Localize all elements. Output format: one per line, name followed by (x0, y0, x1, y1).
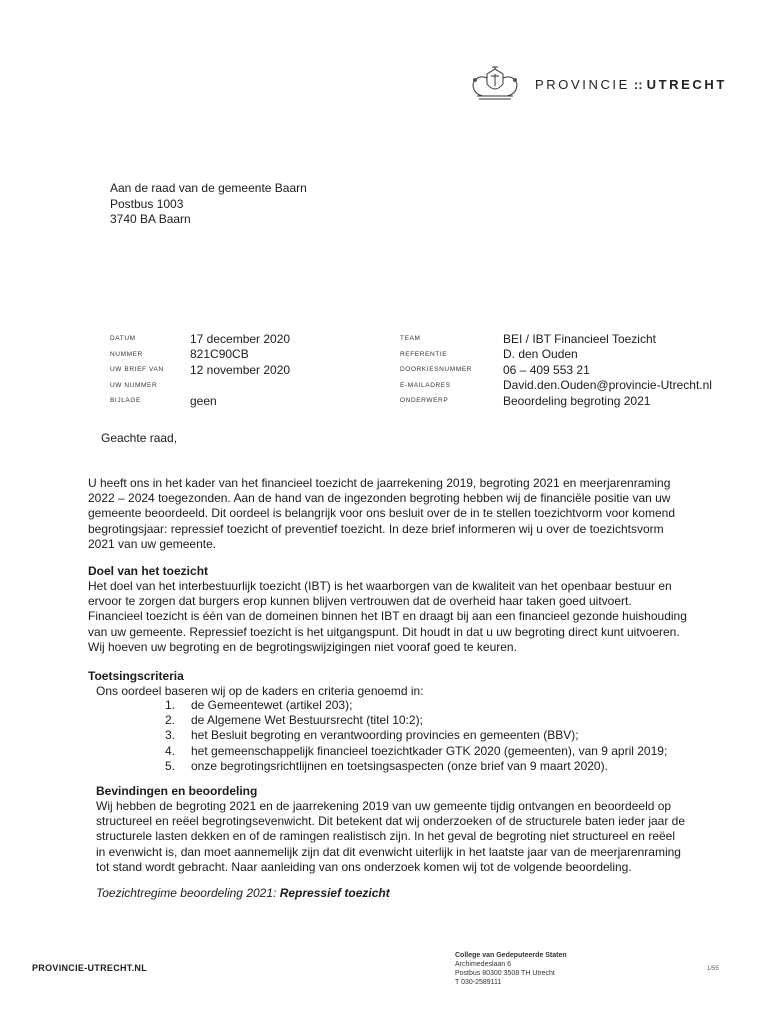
supervision-regime (96, 886, 390, 901)
list-item: 4. het gemeenschappelijk financieel toezichtkader GTK 2020 (gemeenten), van 9 april 2019; (165, 743, 668, 758)
section-paragraph-purpose: Het doel van het interbestuurlijk toezicht (IBT) is het waarborgen van de kwaliteit van het openbaar bestuur en ervoor te zorgen dat burgers erop kunnen blijven vertrouwen dat de overheid haar taken goed uitvoert. Financieel toezicht is één van de domeinen binnen het IBT en draagt bij aan een financieel gezonde huishouding van uw gemeente. Repressief toezicht is het uitgangspunt. Dit houdt in dat u uw begroting direct kunt uitvoeren. Wij hoeven uw begroting en de begrotingswijzigingen niet vooraf goed te keuren. (88, 579, 687, 654)
salutation: Geachte raad, (101, 431, 178, 445)
meta-label: NUMMER (110, 350, 143, 358)
meta-value: 06 – 409 553 21 (503, 362, 590, 377)
footer-address-line: Postbus 80300 3508 TH Utrecht (455, 970, 555, 977)
footer-address-line: T 030-2589111 (455, 979, 502, 986)
section-heading-criteria: Toetsingscriteria (88, 669, 184, 683)
section-paragraph-findings: Wij hebben de begroting 2021 en de jaarrekening 2019 van uw gemeente tijdig ontvangen en beoordeeld op structureel en reëel begrotingsevenwicht. Dit betekent dat wij onderzoeken of de structurele baten ieder jaar de structurele lasten dekken en of de ramingen realistisch zijn. In het geval de begroting niet structureel en reëel in evenwicht is, dan moet aannemelijk zijn dat dit evenwicht uiterlijk in het laatste jaar van de meerjarenraming tot stand wordt gebracht. Naar aanleiding van ons onderzoek komen wij tot de volgende beoordeling. (96, 799, 686, 874)
footer-address-line: College van Gedeputeerde Staten (455, 952, 567, 959)
list-item: 1. de Gemeentewet (artikel 203); (165, 698, 353, 712)
meta-row-number (110, 347, 290, 363)
recipient-address (110, 181, 307, 228)
section-heading-findings: Bevindingen en beoordeling (96, 784, 258, 798)
section-paragraph-criteria: Ons oordeel baseren wij op de kaders en criteria genoemd in: (96, 684, 424, 698)
meta-row-phone (400, 362, 712, 378)
meta-label: UW BRIEF VAN (110, 366, 164, 374)
meta-value: BEI / IBT Financieel Toezicht (503, 331, 656, 346)
coat-of-arms-icon (465, 66, 525, 102)
footer-address (455, 951, 567, 987)
meta-row-reference (400, 347, 712, 363)
province-logo (465, 64, 750, 104)
meta-label: E-MAILADRES (400, 381, 451, 389)
meta-row-your-letter (110, 362, 290, 378)
letter-meta-left (110, 331, 290, 409)
footer-website[interactable]: PROVINCIE-UTRECHT.NL (32, 963, 148, 973)
meta-row-your-number (110, 378, 290, 394)
meta-label: DOORKIESNUMMER (400, 366, 472, 374)
meta-value: 17 december 2020 (190, 331, 291, 346)
criteria-list (165, 698, 667, 774)
regime-label: Toezichtregime beoordeling 2021: (96, 886, 277, 900)
meta-row-email (400, 378, 712, 394)
intro-paragraph: U heeft ons in het kader van het financieel toezicht de jaarrekening 2019, begroting 2021 en meerjarenraming 2022 – 2024 toegezonden. Aan de hand van de ingezonden begroting hebben wij de financiële positie van uw gemeente beoordeeld. Dit oordeel is belangrijk voor ons besluit over de in te stellen toezichtvorm voor komend begrotingsjaar: repressief toezicht of preventief toezicht. In deze brief informeren wij u over de toezichtsvorm 2021 van uw gemeente. (88, 476, 675, 551)
meta-value[interactable]: David.den.Ouden@provincie-Utrecht.nl (503, 378, 712, 393)
province-wordmark: PROVINCIE :: UTRECHT (535, 76, 727, 92)
meta-value: geen (190, 393, 217, 408)
page-number: 1/55 (707, 966, 719, 972)
meta-value: 821C90CB (190, 347, 249, 362)
list-item: 3. het Besluit begroting en verantwoording provincies en gemeenten (BBV); (165, 728, 579, 743)
letter-meta-right (400, 331, 712, 409)
meta-label: TEAM (400, 335, 421, 343)
meta-label: DATUM (110, 335, 136, 343)
address-line: Postbus 1003 (110, 196, 184, 211)
meta-value: 12 november 2020 (190, 362, 291, 377)
section-heading-purpose: Doel van het toezicht (88, 564, 209, 578)
meta-row-attachment (110, 393, 290, 409)
meta-row-date (110, 331, 290, 347)
meta-label: BIJLAGE (110, 397, 141, 405)
meta-value: Beoordeling begroting 2021 (503, 393, 651, 408)
address-line: Aan de raad van de gemeente Baarn (110, 181, 307, 195)
footer-address-line: Archimedeslaan 6 (455, 961, 512, 968)
regime-value: Repressief toezicht (279, 886, 390, 900)
meta-label: ONDERWERP (400, 397, 449, 405)
meta-label: UW NUMMER (110, 381, 158, 389)
list-item: 2. de Algemene Wet Bestuursrecht (titel 10:2); (165, 713, 423, 728)
meta-value: D. den Ouden (503, 347, 578, 362)
address-line: 3740 BA Baarn (110, 212, 191, 226)
list-item: 5. onze begrotingsrichtlijnen en toetsingsaspecten (onze brief van 9 maart 2020). (165, 758, 608, 773)
meta-row-subject (400, 393, 712, 409)
meta-row-team (400, 331, 712, 347)
meta-label: REFERENTIE (400, 350, 448, 358)
